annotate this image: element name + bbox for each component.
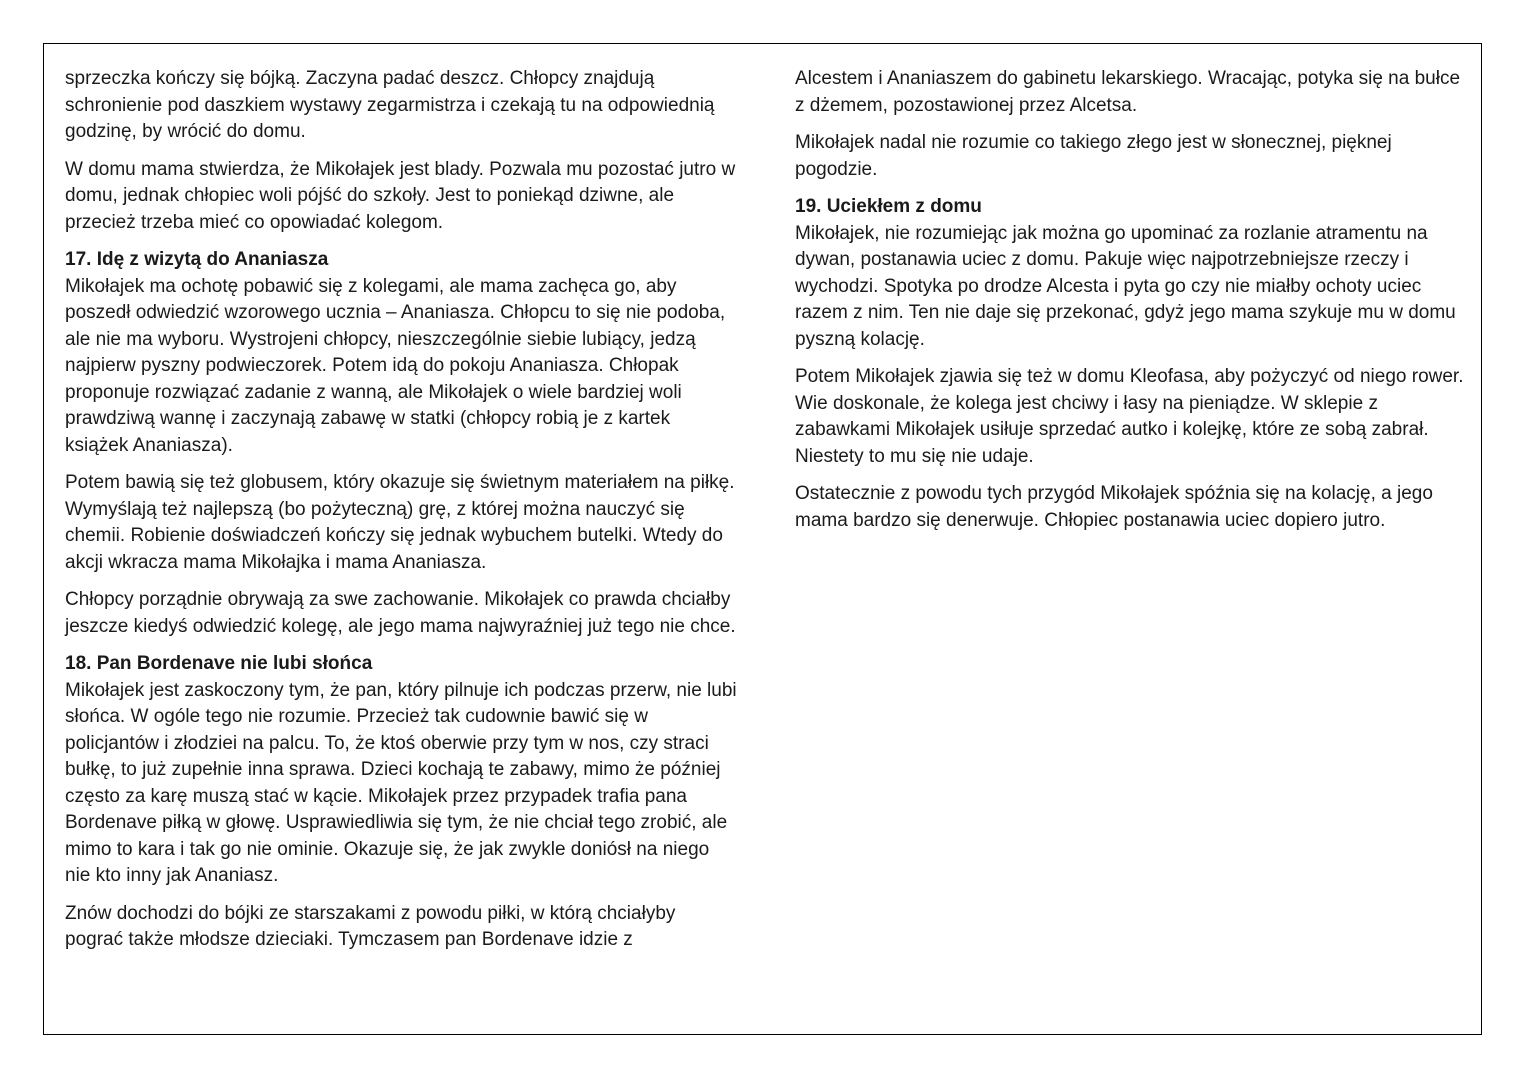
section-19 <box>795 194 1467 534</box>
paragraph: W domu mama stwierdza, że Mikołajek jest blady. Pozwala mu pozostać jutro w domu, jednak chłopiec woli pójść do szkoły. Jest to poniekąd dziwne, ale przecież trzeba mieć co opowiadać kolegom. <box>65 158 736 233</box>
section-heading: 17. Idę z wizytą do Ananiasza <box>65 249 329 270</box>
right-column <box>795 66 1467 545</box>
paragraph: Znów dochodzi do bójki ze starszakami z powodu piłki, w którą chciałyby pograć także młodsze dzieciaki. Tymczasem pan Bordenave idzie z <box>65 902 676 950</box>
section-heading: 18. Pan Bordenave nie lubi słońca <box>65 653 373 674</box>
page-frame <box>43 43 1482 1035</box>
paragraph: Ostatecznie z powodu tych przygód Mikołajek spóźnia się na kolację, a jego mama bardzo się denerwuje. Chłopiec postanawia uciec dopiero jutro. <box>795 483 1433 531</box>
paragraph: Alcestem i Ananiaszem do gabinetu lekarskiego. Wracając, potyka się na bułce z dżemem, pozostawionej przez Alcetsa. <box>795 68 1461 116</box>
paragraph: Potem bawią się też globusem, który okazuje się świetnym materiałem na piłkę. Wymyślają też najlepszą (bo pożyteczną) grę, z której można nauczyć się chemii. Robienie doświadczeń kończy się jednak wybuchem butelki. Wtedy do akcji wkracza mama Mikołajka i mama Ananiasza. <box>65 472 735 573</box>
section-heading: 19. Uciekłem z domu <box>795 196 982 217</box>
paragraph: Chłopcy porządnie obrywają za swe zachowanie. Mikołajek co prawda chciałby jeszcze kiedyś odwiedzić kolegę, ale jego mama najwyraźniej już tego nie chce. <box>65 589 736 637</box>
paragraph: Potem Mikołajek zjawia się też w domu Kleofasa, aby pożyczyć od niego rower. Wie doskonale, że kolega jest chciwy i łasy na pieniądze. W sklepie z zabawkami Mikołajek usiłuje sprzedać autko i kolejkę, które ze sobą zabrał. Niestety to mu się nie udaje. <box>795 366 1464 467</box>
left-column <box>65 66 737 965</box>
section-18 <box>65 651 737 954</box>
paragraph: Mikołajek nadal nie rozumie co takiego złego jest w słonecznej, pięknej pogodzie. <box>795 132 1392 180</box>
paragraph: Mikołajek jest zaskoczony tym, że pan, który pilnuje ich podczas przerw, nie lubi słońca. W ogóle tego nie rozumie. Przecież tak cudownie bawić się w policjantów i złodziei na palcu. To, że ktoś oberwie przy tym w nos, czy straci bułkę, to już zupełnie inna sprawa. Dzieci kochają te zabawy, mimo że później często za karę muszą stać w kącie. Mikołajek przez przypadek trafia pana Bordenave piłką w głowę. Usprawiedliwia się tym, że nie chciał tego zrobić, ale mimo to kara i tak go nie ominie. Okazuje się, że jak zwykle doniósł na niego nie kto inny jak Ananiasz. <box>65 679 737 886</box>
paragraph: Mikołajek, nie rozumiejąc jak można go upominać za rozlanie atramentu na dywan, postanawia uciec z domu. Pakuje więc najpotrzebniejsze rzeczy i wychodzi. Spotyka po drodze Alcesta i pyta go czy nie miałby ochoty uciec razem z nim. Ten nie daje się przekonać, gdyż jego mama szykuje mu w domu pyszną kolację. <box>795 222 1456 350</box>
section-17 <box>65 247 737 640</box>
paragraph: sprzeczka kończy się bójką. Zaczyna padać deszcz. Chłopcy znajdują schronienie pod daszkiem wystawy zegarmistrza i czekają tu na odpowiednią godzinę, by wrócić do domu. <box>65 68 715 142</box>
paragraph: Mikołajek ma ochotę pobawić się z kolegami, ale mama zachęca go, aby poszedł odwiedzić wzorowego ucznia – Ananiasza. Chłopcu to się nie podoba, ale nie ma wyboru. Wystrojeni chłopcy, nieszczególnie siebie lubiący, jedzą najpierw pyszny podwieczorek. Potem idą do pokoju Ananiasza. Chłopak proponuje rozwiązać zadanie z wanną, ale Mikołajek o wiele bardziej woli prawdziwą wannę i zaczynają zabawę w statki (chłopcy robią je z kartek książek Ananiasza). <box>65 275 726 456</box>
